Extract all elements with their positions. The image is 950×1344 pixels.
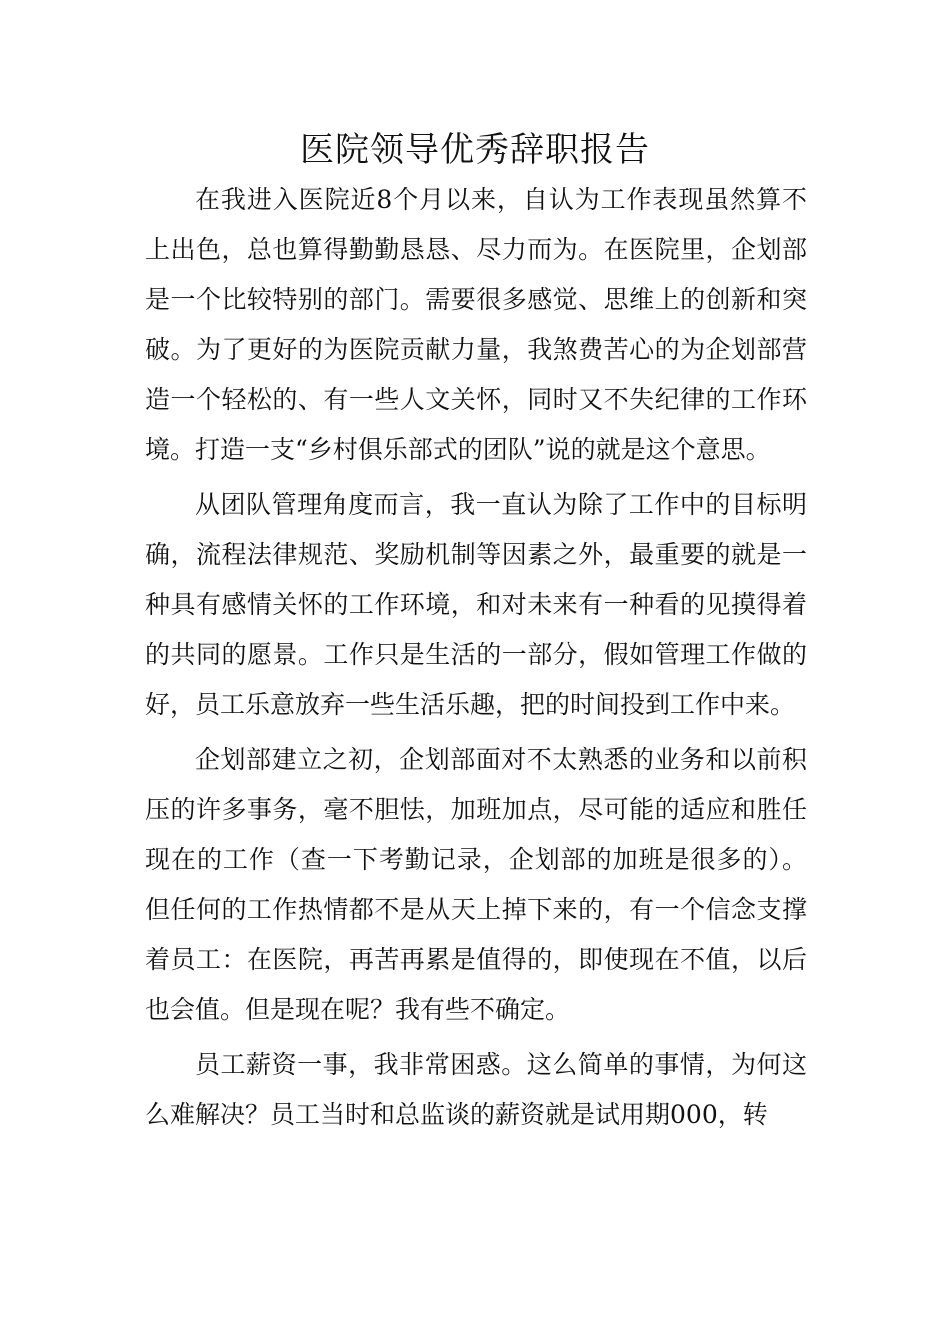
document-title: 医院领导优秀辞职报告 [300,130,650,170]
paragraph-1: 在我进入医院近8个月以来，自认为工作表现虽然算不上出色，总也算得勤勤恳恳、尽力而为。在医院里，企划部是一个比较特别的部门。需要很多感觉、思维上的创新和突破。为了更好的为医院贡献力量，我煞费苦心的为企划部营造一个轻松的、有一些人文关怀，同时又不失纪律的工作环境。打造一支“乡村俱乐部式的团队”说的就是这个意思。 [145,185,807,464]
paragraph-2: 从团队管理角度而言，我一直认为除了工作中的目标明确，流程法律规范、奖励机制等因素之外，最重要的就是一种具有感情关怀的工作环境，和对未来有一种看的见摸得着的共同的愿景。工作只是生活的一部分，假如管理工作做的好，员工乐意放弃一些生活乐趣，把的时间投到工作中来。 [145,490,807,719]
paragraph-3: 企划部建立之初，企划部面对不太熟悉的业务和以前积压的许多事务，毫不胆怯，加班加点，尽可能的适应和胜任现在的工作（查一下考勤记录，企划部的加班是很多的）。但任何的工作热情都不是从天上掉下来的，有一个信念支撑着员工：在医院，再苦再累是值得的，即使现在不值，以后也会值。但是现在呢？我有些不确定。 [145,745,807,1024]
document-body [145,175,807,1145]
paragraph-4: 员工薪资一事，我非常困惑。这么简单的事情，为何这么难解决？员工当时和总监谈的薪资就是试用期000，转 [145,1050,807,1129]
